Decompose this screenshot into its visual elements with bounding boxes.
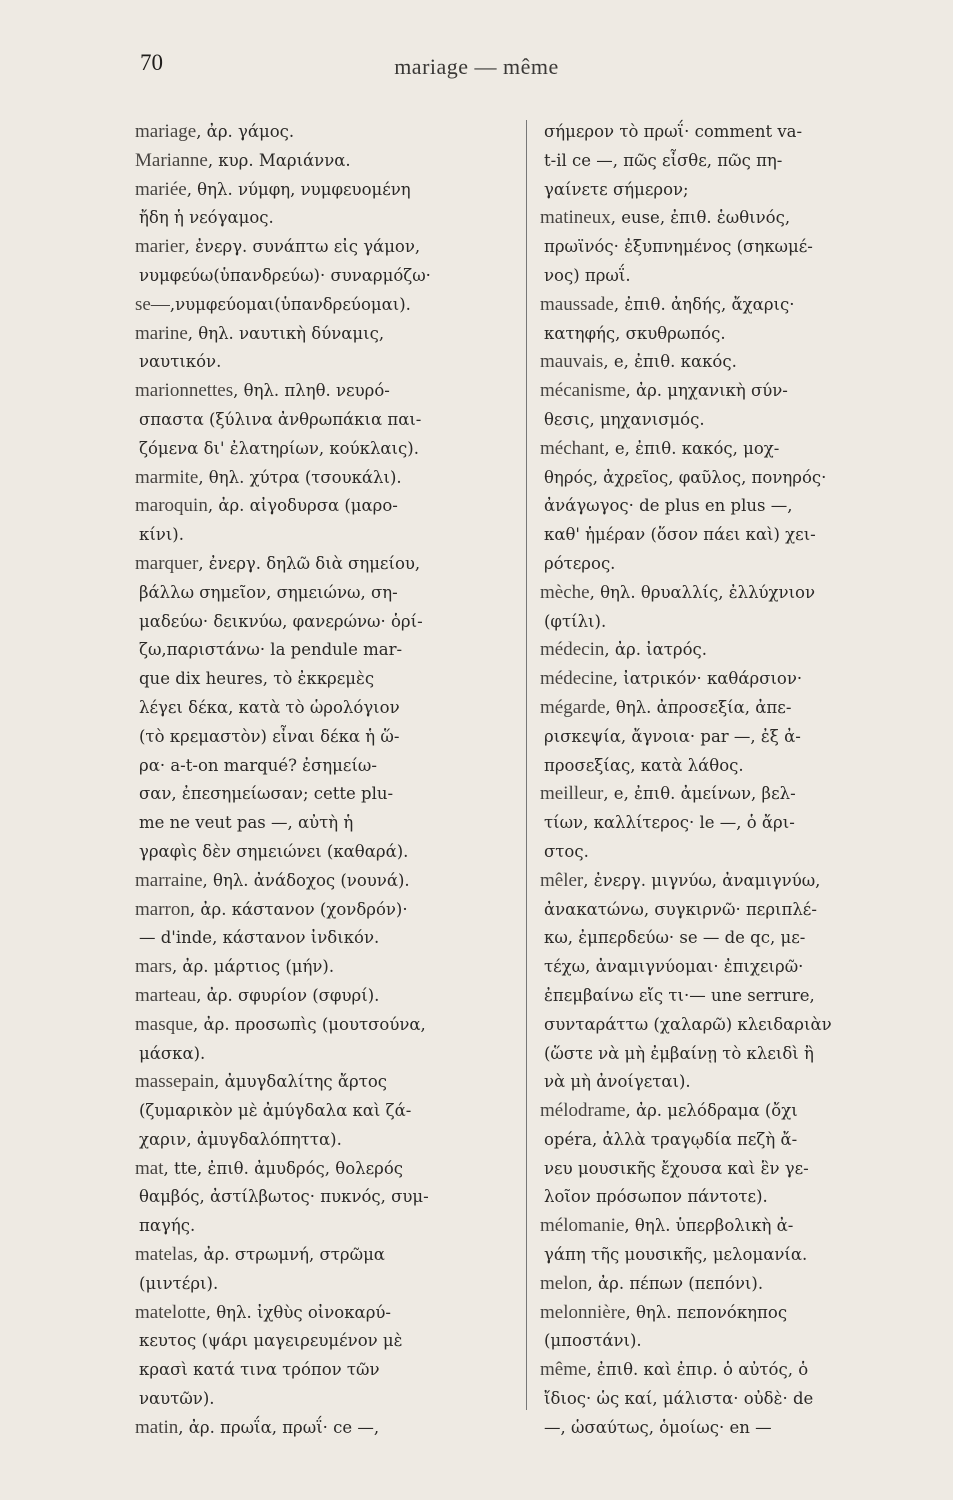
definition-text: , ἀρ. πέπων (πεπόνι). [587,1273,764,1293]
definition-text: , ἀμυγδαλίτης ἄρτος [214,1072,388,1092]
headword: melon [540,1272,588,1294]
dictionary-entry-line [540,1097,920,1126]
definition-text: , ἐπιθ. καὶ ἐπιρ. ὁ αὐτός, ὁ [586,1360,809,1380]
definition-text: opéra, ἀλλὰ τραγῳδία πεζὴ ἄ- [544,1129,798,1149]
dictionary-entry-line [540,1356,920,1385]
headword: méchant [540,437,605,459]
definition-text: , e, ἐπιθ. ἀμείνων, βελ- [603,784,796,804]
dictionary-continuation-line [135,1212,515,1241]
dictionary-continuation-line [540,233,920,262]
dictionary-entry-line [540,291,920,320]
dictionary-entry-line [135,1241,515,1270]
definition-text: ,νυμφεύομαι(ὑπανδρεύομαι). [169,294,411,314]
dictionary-continuation-line [135,780,515,809]
dictionary-continuation-line [135,1327,515,1356]
headword: mélodrame [540,1100,626,1122]
dictionary-continuation-line [540,1068,920,1097]
left-column [135,118,515,1443]
dictionary-entry-line [135,176,515,205]
definition-text: , ἀρ. μάρτιος (μήν). [171,957,335,977]
dictionary-continuation-line [540,176,920,205]
headword: massepain [135,1071,215,1093]
definition-text: ρα· a-t-on marqué? ἐσημείω- [139,755,377,775]
definition-text: , ἀρ. κάστανον (χονδρόν)· [189,899,408,919]
definition-text: ρότερος. [544,553,616,573]
dictionary-continuation-line [135,809,515,838]
definition-text: μάσκα). [139,1043,206,1063]
definition-text: ρισκεψία, ἄγνοια· par —, ἐξ ἀ- [544,726,801,746]
definition-text: , κυρ. Μαριάννα. [207,150,351,170]
dictionary-continuation-line [135,694,515,723]
headword: melonnière [540,1301,626,1323]
dictionary-entry-line [540,1299,920,1328]
definition-text: κατηφής, σκυθρωπός. [544,323,726,343]
dictionary-continuation-line [135,1126,515,1155]
definition-text: , ἀρ. πρωΐα, πρωΐ· ce —, [178,1417,380,1437]
definition-text: θεσις, μηχανισμός. [544,409,705,429]
definition-text: νευ μουσικῆς ἔχουσα καὶ ἓν γε- [544,1158,809,1178]
dictionary-continuation-line [540,147,920,176]
headword: marine [135,322,188,344]
dictionary-entry-line [135,1011,515,1040]
dictionary-continuation-line [135,1040,515,1069]
dictionary-continuation-line [135,924,515,953]
dictionary-entry-line [540,579,920,608]
definition-text: , ἰατρικόν· καθάρσιον· [612,669,803,689]
definition-text: παγής. [139,1216,196,1236]
page-header [0,50,953,90]
definition-text: λέγει δέκα, κατὰ τὸ ὡρολόγιον [139,697,400,717]
definition-text: σήμερον τὸ πρωΐ· comment va- [544,122,803,141]
headword: mars [135,956,172,978]
headword: marraine [135,869,203,891]
dictionary-continuation-line [540,118,920,147]
dictionary-continuation-line [135,665,515,694]
dictionary-entry-line [135,896,515,925]
definition-text: , ἐπιθ. ἀηδής, ἄχαρις· [613,294,795,314]
definition-text: (μιντέρι). [139,1273,219,1293]
dictionary-entry-line [540,694,920,723]
definition-text: , ἀρ. σφυρίον (σφυρί). [196,985,380,1005]
definition-text: (τὸ κρεμαστὸν) εἶναι δέκα ἡ ὥ- [139,726,400,746]
definition-text: , ἀρ. αἰγοδυρσα (μαρο- [207,496,398,516]
headword: maroquin [135,495,208,517]
definition-text: , euse, ἐπιθ. ἑωθινός, [610,208,791,228]
definition-text: προσεξίας, κατὰ λάθος. [544,755,744,775]
definition-text: , θηλ. ἰχθὺς οἰνοκαρύ- [205,1302,392,1322]
definition-text: σαν, ἐπεσημείωσαν; cette plu- [139,784,394,804]
dictionary-continuation-line [540,924,920,953]
dictionary-entry-line [540,204,920,233]
headword: médecine [540,668,613,690]
dictionary-continuation-line [540,1183,920,1212]
page-number: 70 [140,50,163,75]
dictionary-continuation-line [540,809,920,838]
headword: marquer [135,552,199,574]
dictionary-continuation-line [540,1155,920,1184]
definition-text: νος) πρωΐ. [544,265,631,285]
dictionary-continuation-line [135,752,515,781]
definition-text: ναυτῶν). [139,1389,215,1409]
dictionary-continuation-line [540,1414,920,1443]
definition-text: t-il ce —, πῶς εἶσθε, πῶς πη- [544,150,783,170]
dictionary-continuation-line [540,262,920,291]
dictionary-continuation-line [135,1183,515,1212]
headword: Marianne [135,149,208,171]
dictionary-entry-line [540,1212,920,1241]
headword: mélomanie [540,1215,625,1237]
dictionary-continuation-line [540,521,920,550]
dictionary-entry-line [135,1414,515,1443]
definition-text: (ζυμαρικὸν μὲ ἀμύγδαλα καὶ ζά- [139,1101,412,1121]
dictionary-continuation-line [135,521,515,550]
definition-text: ἀνακατώνω, συγκιρνῶ· περιπλέ- [544,899,817,919]
dictionary-continuation-line [135,579,515,608]
definition-text: βάλλω σημεῖον, σημειώνω, ση- [139,582,398,602]
dictionary-continuation-line [135,262,515,291]
headword: matelas [135,1244,194,1266]
definition-text: , ἀρ. μελόδραμα (ὄχι [625,1101,798,1121]
definition-text: στος. [544,841,589,861]
dictionary-continuation-line [135,204,515,233]
dictionary-continuation-line [540,953,920,982]
definition-text: que dix heures, τὸ ἐκκρεμὲς [139,669,375,689]
headword: marron [135,898,190,920]
headword: matin [135,1416,179,1438]
dictionary-entry-line [135,867,515,896]
definition-text: τέχω, ἀναμιγνύομαι· ἐπιχειρῶ· [544,957,804,977]
dictionary-entry-line [135,492,515,521]
column-divider [526,120,527,1410]
dictionary-continuation-line [135,608,515,637]
definition-text: ἀνάγωγος· de plus en plus —, [544,496,793,516]
definition-text: (φτίλι). [544,611,607,631]
dictionary-continuation-line [540,1126,920,1155]
dictionary-continuation-line [135,1270,515,1299]
definition-text: ἤδη ἡ νεόγαμος. [139,208,274,228]
headword: mariée [135,178,187,200]
dictionary-entry-line [540,867,920,896]
headword: même [540,1359,587,1381]
dictionary-continuation-line [540,838,920,867]
dictionary-continuation-line [135,1097,515,1126]
dictionary-entry-line [135,1155,515,1184]
dictionary-continuation-line [540,1241,920,1270]
definition-text: νυμφεύω(ὑπανδρεύω)· συναρμόζω· [139,265,431,285]
definition-text: —, ὡσαύτως, ὁμοίως· en — [544,1417,772,1437]
dictionary-continuation-line [540,492,920,521]
dictionary-entry-line [540,1270,920,1299]
dictionary-continuation-line [540,723,920,752]
dictionary-continuation-line [540,752,920,781]
definition-text: ζόμενα δι' ἐλατηρίων, κούκλαις). [139,438,419,458]
definition-text: , ἐνεργ. δηλῶ διὰ σημείου, [198,553,421,573]
dictionary-entry-line [540,636,920,665]
definition-text: συνταράττω (χαλαρῶ) κλειδαριὰν [544,1014,832,1034]
dictionary-continuation-line [540,896,920,925]
headword: mèche [540,581,590,603]
definition-text: νὰ μὴ ἀνοίγεται). [544,1072,691,1092]
definition-text: θαμβός, ἀστίλβωτος· πυκνός, συμ- [139,1187,429,1207]
dictionary-continuation-line [540,1011,920,1040]
definition-text: λοῖον πρόσωπον πάντοτε). [544,1187,768,1207]
headword: médecin [540,639,605,661]
headword: meilleur [540,783,604,805]
dictionary-entry-line [135,464,515,493]
dictionary-entry-line [540,377,920,406]
definition-text: , θηλ. πεπονόκηπος [625,1302,788,1322]
headword: masque [135,1013,194,1035]
dictionary-entry-line [135,320,515,349]
dictionary-continuation-line [135,723,515,752]
definition-text: κίνι). [139,525,184,545]
headword: mat [135,1157,164,1179]
headword: mécanisme [540,380,626,402]
running-title: mariage — même [394,54,559,79]
dictionary-continuation-line [135,636,515,665]
definition-text: σπαστα (ξύλινα ἀνθρωπάκια παι- [139,409,422,429]
dictionary-continuation-line [540,406,920,435]
dictionary-entry-line [540,348,920,377]
definition-text: , ἀρ. προσωπὶς (μουτσούνα, [193,1014,426,1034]
dictionary-entry-line [135,550,515,579]
definition-text: , θηλ. ἀπροσεξία, ἀπε- [605,697,792,717]
dictionary-continuation-line [135,406,515,435]
headword: marionnettes [135,380,234,402]
headword: matelotte [135,1301,206,1323]
dictionary-entry-line [540,435,920,464]
definition-text: γραφὶς δὲν σημειώνει (καθαρά). [139,841,409,861]
dictionary-continuation-line [135,838,515,867]
definition-text: τίων, καλλίτερος· le —, ὁ ἄρι- [544,813,795,833]
dictionary-continuation-line [540,608,920,637]
definition-text: (ὥστε νὰ μὴ ἐμβαίνῃ τὸ κλειδὶ ἢ [544,1043,814,1063]
headword: se— [135,293,170,315]
dictionary-entry-line [135,233,515,262]
dictionary-entry-line [135,291,515,320]
definition-text: θηρός, ἀχρεῖος, φαῦλος, πονηρός· [544,467,827,487]
definition-text: , e, ἐπιθ. κακός, μοχ- [604,438,780,458]
definition-text: — d'inde, κάστανον ἰνδικόν. [139,928,380,948]
definition-text: , θηλ. ναυτικὴ δύναμις, [187,323,385,343]
dictionary-continuation-line [135,1356,515,1385]
dictionary-entry-line [135,147,515,176]
dictionary-continuation-line [540,982,920,1011]
headword: mariage [135,121,197,142]
definition-text: , e, ἐπιθ. κακός. [603,352,737,372]
definition-text: καθ' ἡμέραν (ὅσον πάει καὶ) χει- [544,525,816,545]
definition-text: , θηλ. ἀνάδοχος (νουνά). [202,870,410,890]
dictionary-continuation-line [540,1385,920,1414]
dictionary-continuation-line [135,1385,515,1414]
definition-text: , ἀρ. μηχανικὴ σύν- [625,381,788,401]
dictionary-entry-line [135,377,515,406]
definition-text: ζω,παριστάνω· la pendule mar- [139,640,403,660]
definition-text: μαδεύω· δεικνύω, φανερώνω· ὁρί- [139,611,423,631]
dictionary-continuation-line [540,1327,920,1356]
dictionary-continuation-line [540,550,920,579]
headword: mégarde [540,696,606,718]
dictionary-continuation-line [540,464,920,493]
definition-text: , tte, ἐπιθ. ἀμυδρός, θολερός [163,1158,404,1178]
dictionary-continuation-line [135,435,515,464]
headword: matineux [540,207,611,229]
definition-text: , ἀρ. γάμος. [196,122,295,141]
definition-text: , θηλ. θρυαλλίς, ἐλλύχνιον [589,582,816,602]
headword: marier [135,236,185,258]
definition-text: , θηλ. χύτρα (τσουκάλι). [198,467,402,487]
headword: mêler [540,869,584,891]
definition-text: , ἀρ. στρωμνή, στρῶμα [193,1245,385,1265]
definition-text: me ne veut pas —, αὐτὴ ἡ [139,813,354,833]
dictionary-entry-line [135,1299,515,1328]
definition-text: , θηλ. νύμφη, νυμφευομένη [186,179,411,199]
definition-text: κρασὶ κατά τινα τρόπον τῶν [139,1360,380,1380]
dictionary-continuation-line [540,320,920,349]
definition-text: , ἀρ. ἰατρός. [604,640,708,660]
right-column [540,118,920,1443]
definition-text: ἴδιος· ὡς καί, μάλιστα· οὐδὲ· de [544,1389,814,1409]
definition-text: γάπη τῆς μουσικῆς, μελομανία. [544,1245,808,1265]
headword: marteau [135,984,197,1006]
dictionary-entry-line [540,780,920,809]
definition-text: γαίνετε σήμερον; [544,179,689,199]
dictionary-continuation-line [540,1040,920,1069]
definition-text: , ἐνεργ. συνάπτω εἰς γάμον, [184,237,421,257]
dictionary-entry-line [135,982,515,1011]
definition-text: κω, ἐμπερδεύω· se — de qc, με- [544,928,806,948]
headword: marmite [135,466,199,488]
definition-text: , ἐνεργ. μιγνύω, ἀναμιγνύω, [583,870,821,890]
dictionary-entry-line [135,118,515,147]
definition-text: (μποστάνι). [544,1331,642,1351]
definition-text: χαριν, ἀμυγδαλόπηττα). [139,1129,342,1149]
definition-text: , θηλ. ὑπερβολικὴ ἀ- [624,1216,794,1236]
dictionary-entry-line [540,665,920,694]
definition-text: κευτος (ψάρι μαγειρευμένον μὲ [139,1331,403,1351]
headword: mauvais [540,351,604,373]
dictionary-entry-line [135,953,515,982]
dictionary-continuation-line [135,348,515,377]
definition-text: , θηλ. πληθ. νευρό- [233,381,390,401]
dictionary-entry-line [135,1068,515,1097]
definition-text: πρωϊνός· ἐξυπνημένος (σηκωμέ- [544,237,813,257]
definition-text: ναυτικόν. [139,352,222,372]
definition-text: ἐπεμβαίνω εἴς τι·— une serrure, [544,985,815,1005]
headword: maussade [540,293,614,315]
